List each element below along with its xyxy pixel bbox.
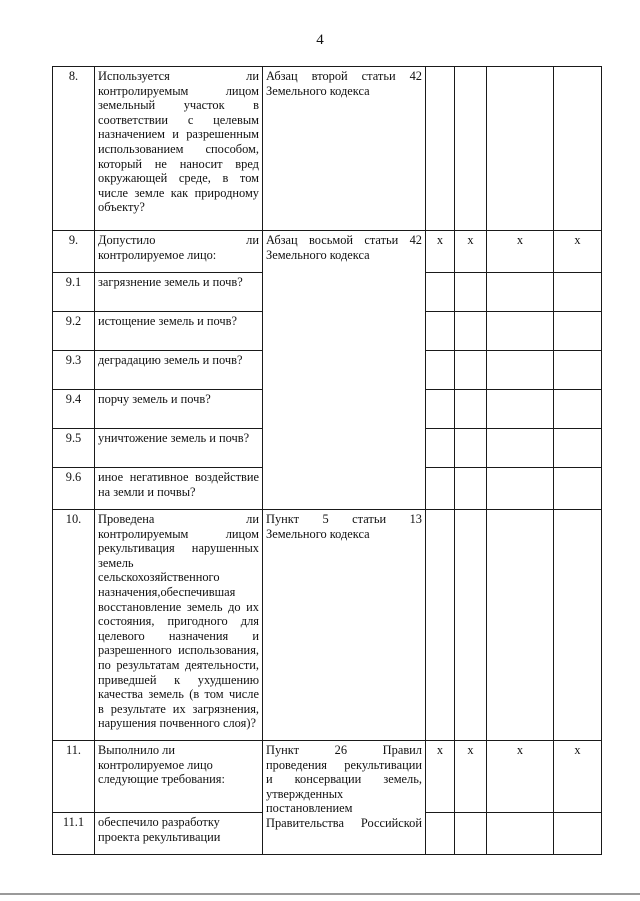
table-row	[53, 741, 602, 813]
mark-cell	[487, 813, 554, 855]
mark-cell	[487, 351, 554, 390]
reference-line: Абзац восьмой статьи 42	[266, 233, 422, 247]
question-cell	[95, 813, 263, 855]
mark-cell	[455, 312, 487, 351]
question-line: на земли и почвы?	[98, 484, 196, 499]
question-line: контролируемым лицом	[98, 526, 259, 541]
reference-line: проведения рекультивации	[266, 757, 422, 772]
question-line: восстановление земель до их	[98, 599, 259, 614]
mark-cell	[426, 312, 455, 351]
question-line: по результатам деятельности,	[98, 657, 259, 672]
question-line: качества земель (в том числе	[98, 687, 259, 702]
reference-line: Пункт 5 статьи 13	[266, 512, 422, 526]
checklist-table	[52, 66, 602, 855]
page-number: 4	[316, 32, 324, 48]
question-line: проекта рекультивации	[98, 829, 221, 844]
mark-cell	[426, 351, 455, 390]
reference-line: и консервации земель,	[266, 772, 422, 787]
question-cell	[95, 741, 263, 813]
question-line: земельный участок в	[98, 98, 259, 113]
question-line: обеспечило разработку	[98, 815, 220, 829]
question-line: назначения,обеспечившая	[98, 584, 236, 599]
reference-cell	[263, 510, 426, 741]
row-number: 11.1	[53, 813, 95, 855]
question-line: целевого назначения и	[98, 628, 259, 643]
reference-cell	[263, 231, 426, 510]
reference-line: утвержденных	[266, 786, 344, 801]
row-number: 9.6	[53, 468, 95, 510]
question-line: числе земле как природному	[98, 185, 259, 200]
question-cell	[95, 312, 263, 351]
question-line: соответствии с целевым	[98, 112, 259, 127]
reference-line: постановлением	[266, 801, 353, 816]
reference-line: Пункт 26 Правил	[266, 743, 422, 757]
mark-cell	[554, 273, 602, 312]
mark-cell	[426, 813, 455, 855]
mark-cell	[455, 351, 487, 390]
mark-cell	[455, 390, 487, 429]
question-cell	[95, 67, 263, 231]
mark-cell	[487, 468, 554, 510]
mark-cell	[487, 510, 554, 741]
question-cell	[95, 390, 263, 429]
reference-line: Земельного кодекса	[266, 526, 370, 541]
mark-cell: x	[426, 741, 455, 813]
question-cell	[95, 351, 263, 390]
question-line: рекультивация нарушенных	[98, 541, 259, 556]
question-line: сельскохозяйственного	[98, 570, 220, 585]
question-line: который не наносит вред	[98, 156, 259, 171]
mark-cell: x	[455, 741, 487, 813]
question-cell	[95, 510, 263, 741]
question-line: в результате их загрязнения,	[98, 701, 259, 716]
mark-cell: x	[455, 231, 487, 273]
mark-cell	[487, 390, 554, 429]
mark-cell	[554, 351, 602, 390]
row-number: 9.	[53, 231, 95, 273]
reference-cell	[263, 741, 426, 855]
mark-cell	[554, 510, 602, 741]
question-cell	[95, 468, 263, 510]
mark-cell	[455, 510, 487, 741]
question-line: порчу земель и почв?	[98, 392, 211, 406]
reference-line: Правительства Российской	[266, 815, 422, 830]
mark-cell	[487, 429, 554, 468]
mark-cell: x	[426, 231, 455, 273]
question-line: окружающей среде, в том	[98, 171, 259, 186]
mark-cell	[426, 429, 455, 468]
row-number: 9.1	[53, 273, 95, 312]
question-line: объекту?	[98, 200, 145, 215]
question-line: нарушения почвенного слоя)?	[98, 716, 256, 731]
row-number: 9.4	[53, 390, 95, 429]
mark-cell	[426, 67, 455, 231]
mark-cell	[554, 390, 602, 429]
question-line: земель	[98, 555, 134, 570]
mark-cell: x	[554, 231, 602, 273]
mark-cell	[455, 813, 487, 855]
mark-cell	[554, 813, 602, 855]
mark-cell	[487, 273, 554, 312]
reference-cell	[263, 67, 426, 231]
question-cell	[95, 273, 263, 312]
mark-cell	[554, 429, 602, 468]
question-line: иное негативное воздействие	[98, 470, 259, 484]
table-row	[53, 510, 602, 741]
mark-cell	[455, 429, 487, 468]
question-line: разрешенного использования,	[98, 643, 259, 658]
row-number: 11.	[53, 741, 95, 813]
mark-cell: x	[487, 741, 554, 813]
reference-line: Абзац второй статьи 42	[266, 69, 422, 83]
row-number: 9.2	[53, 312, 95, 351]
mark-cell	[426, 390, 455, 429]
question-line: истощение земель и почв?	[98, 314, 237, 328]
row-number: 10.	[53, 510, 95, 741]
question-line: Выполнило ли	[98, 743, 175, 757]
mark-cell	[554, 312, 602, 351]
mark-cell: x	[487, 231, 554, 273]
mark-cell	[426, 273, 455, 312]
question-line: назначением и разрешенным	[98, 127, 259, 142]
question-line: контролируемым лицом	[98, 83, 259, 98]
question-line: использованием способом,	[98, 141, 259, 156]
table-row	[53, 231, 602, 273]
table-row	[53, 67, 602, 231]
question-line: следующие требования:	[98, 772, 225, 787]
mark-cell	[455, 67, 487, 231]
question-line: загрязнение земель и почв?	[98, 275, 243, 289]
mark-cell: x	[554, 741, 602, 813]
row-number: 9.3	[53, 351, 95, 390]
row-number: 8.	[53, 67, 95, 231]
mark-cell	[554, 468, 602, 510]
mark-cell	[487, 67, 554, 231]
question-line: приведшей к ухудшению	[98, 672, 259, 687]
question-line: Используется ли	[98, 69, 259, 83]
mark-cell	[487, 312, 554, 351]
mark-cell	[455, 468, 487, 510]
question-line: уничтожение земель и почв?	[98, 431, 250, 445]
question-line: деградацию земель и почв?	[98, 353, 243, 367]
row-number: 9.5	[53, 429, 95, 468]
question-line: контролируемое лицо:	[98, 247, 217, 262]
question-line: Проведена ли	[98, 512, 259, 526]
question-line: состояния, пригодного для	[98, 614, 259, 629]
mark-cell	[426, 510, 455, 741]
reference-line: Земельного кодекса	[266, 247, 370, 262]
reference-line: Земельного кодекса	[266, 83, 370, 98]
mark-cell	[455, 273, 487, 312]
mark-cell	[554, 67, 602, 231]
question-cell	[95, 429, 263, 468]
question-cell	[95, 231, 263, 273]
mark-cell	[426, 468, 455, 510]
question-line: контролируемое лицо	[98, 757, 213, 772]
scan-edge-line	[0, 893, 640, 895]
question-line: Допустило ли	[98, 233, 259, 247]
